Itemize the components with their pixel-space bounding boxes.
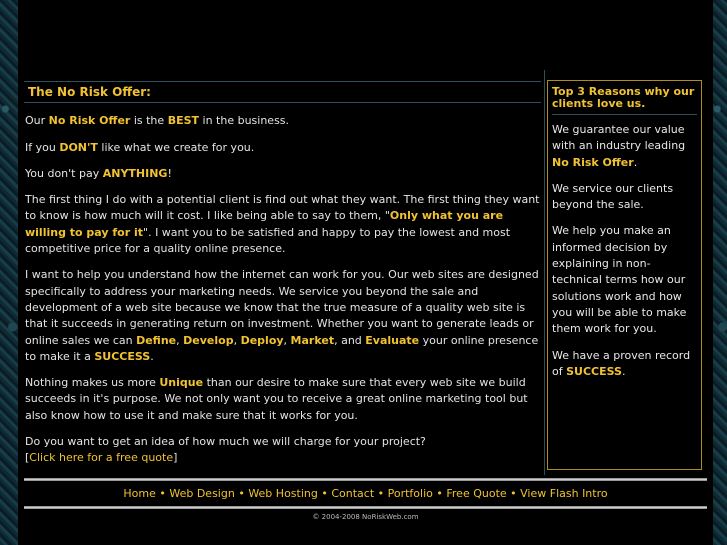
footer-rule-bottom xyxy=(24,506,707,509)
p3-text-b: ! xyxy=(167,166,172,180)
p4-text-a: The first thing I do with a potential client is find out what they want. The first thing they want to know is how much will it cost. I like being able to say to them, " xyxy=(25,193,540,223)
p1-text-c: in the business. xyxy=(199,114,290,128)
paragraph-5 xyxy=(25,267,541,365)
p6-text-b: than our desire to make sure that every web site we build succeeds in it's purpose. We not only want you to receive a great online marketing tool but also know how to use it and make sure that it works for you. xyxy=(25,376,528,422)
paragraph-3 xyxy=(25,166,541,182)
column-divider xyxy=(544,70,545,475)
nav-home[interactable]: Home xyxy=(123,487,156,500)
reason-1-text-b: . xyxy=(633,155,638,169)
nav-web-design[interactable]: Web Design xyxy=(169,487,235,500)
nav-free-quote[interactable]: Free Quote xyxy=(446,487,507,500)
p7-text: Do you want to get an idea of how much we will charge for your project? xyxy=(25,435,426,449)
p1-text-b: is the xyxy=(130,114,168,128)
reason-1 xyxy=(552,122,697,171)
nav-separator: • xyxy=(234,487,249,500)
copyright-text: © 2004-2008 NoRiskWeb.com xyxy=(312,513,419,521)
reason-4-text-b: . xyxy=(621,364,626,378)
free-quote-link[interactable]: Click here for a free quote xyxy=(29,451,174,465)
p5-word-develop: Develop xyxy=(183,333,234,347)
p1-highlight-a: No Risk Offer xyxy=(48,114,131,128)
p1-highlight-b: BEST xyxy=(167,114,200,128)
nav-portfolio[interactable]: Portfolio xyxy=(387,487,433,500)
paragraph-6 xyxy=(25,375,541,424)
p5-text-b: your online presence to make it a xyxy=(25,333,539,363)
p4-highlight: Only what you are willing to pay for it xyxy=(25,209,504,239)
p3-text-a: You don't pay xyxy=(25,166,103,180)
nav-separator: • xyxy=(506,487,521,500)
p5-sep-3: , xyxy=(283,333,291,347)
p5-sep-2: , xyxy=(233,333,241,347)
footer-nav xyxy=(24,481,707,506)
content-area xyxy=(24,70,707,475)
reason-4-highlight: SUCCESS xyxy=(566,364,622,378)
right-border-texture xyxy=(713,0,727,545)
p3-highlight: ANYTHING xyxy=(102,166,168,180)
nav-separator: • xyxy=(155,487,170,500)
page-title: The No Risk Offer: xyxy=(24,81,541,103)
nav-separator: • xyxy=(317,487,332,500)
p5-word-success: SUCCESS xyxy=(94,349,151,363)
p4-text-b: ". I want you to be satisfied and happy to pay the lowest and most competitive price for a quality online presence. xyxy=(25,225,511,256)
p5-sep-4: , and xyxy=(334,333,366,347)
p5-text-c: . xyxy=(150,349,154,363)
nav-separator: • xyxy=(432,487,447,500)
main-content xyxy=(24,70,541,467)
p5-word-evaluate: Evaluate xyxy=(365,333,420,347)
paragraph-7 xyxy=(25,434,541,467)
left-border-texture xyxy=(0,0,18,545)
reason-4 xyxy=(552,348,697,381)
paragraph-1 xyxy=(25,113,541,129)
header-area xyxy=(18,0,713,70)
p5-text-a: I want to help you understand how the internet can work for you. Our web sites are designed specifically to address your marketing needs. We service you beyond the sale and development of a web site because we know that the true measure of a quality web site is that it succeeds in generating return on investment. Whether you want to generate leads or online sales we can xyxy=(25,268,539,347)
reason-2: We service our clients beyond the sale. xyxy=(552,181,674,212)
footer xyxy=(24,478,707,521)
reason-1-text-a: We guarantee our value with an industry leading xyxy=(552,123,686,153)
nav-contact[interactable]: Contact xyxy=(331,487,375,500)
reason-4-text-a: We have a proven record of xyxy=(552,348,691,378)
p5-word-define: Define xyxy=(136,333,177,347)
paragraph-4 xyxy=(25,192,541,257)
nav-web-hosting[interactable]: Web Hosting xyxy=(248,487,318,500)
nav-flash-intro[interactable]: View Flash Intro xyxy=(520,487,608,500)
nav-separator: • xyxy=(374,487,388,500)
reason-1-highlight: No Risk Offer xyxy=(552,155,634,169)
page-container xyxy=(18,0,713,545)
p5-word-deploy: Deploy xyxy=(240,333,284,347)
p5-word-market: Market xyxy=(290,333,335,347)
p2-text-a: If you xyxy=(25,140,60,154)
p7-bracket-left: [ xyxy=(25,451,30,465)
sidebar-title: Top 3 Reasons why our clients love us. xyxy=(552,86,697,115)
reason-3: We help you make an informed decision by explaining in non-technical terms how our solutions work and how you will be able to make them work for you. xyxy=(552,224,687,336)
p6-text-a: Nothing makes us more xyxy=(25,376,160,390)
paragraph-2 xyxy=(25,140,541,156)
p1-text-a: Our xyxy=(25,114,49,128)
p5-sep-1: , xyxy=(176,333,184,347)
p7-bracket-right: ] xyxy=(173,451,178,465)
p2-highlight: DON'T xyxy=(59,140,98,154)
p2-text-b: like what we create for you. xyxy=(97,140,255,154)
p6-highlight: Unique xyxy=(159,376,204,390)
reasons-sidebar xyxy=(547,80,702,470)
